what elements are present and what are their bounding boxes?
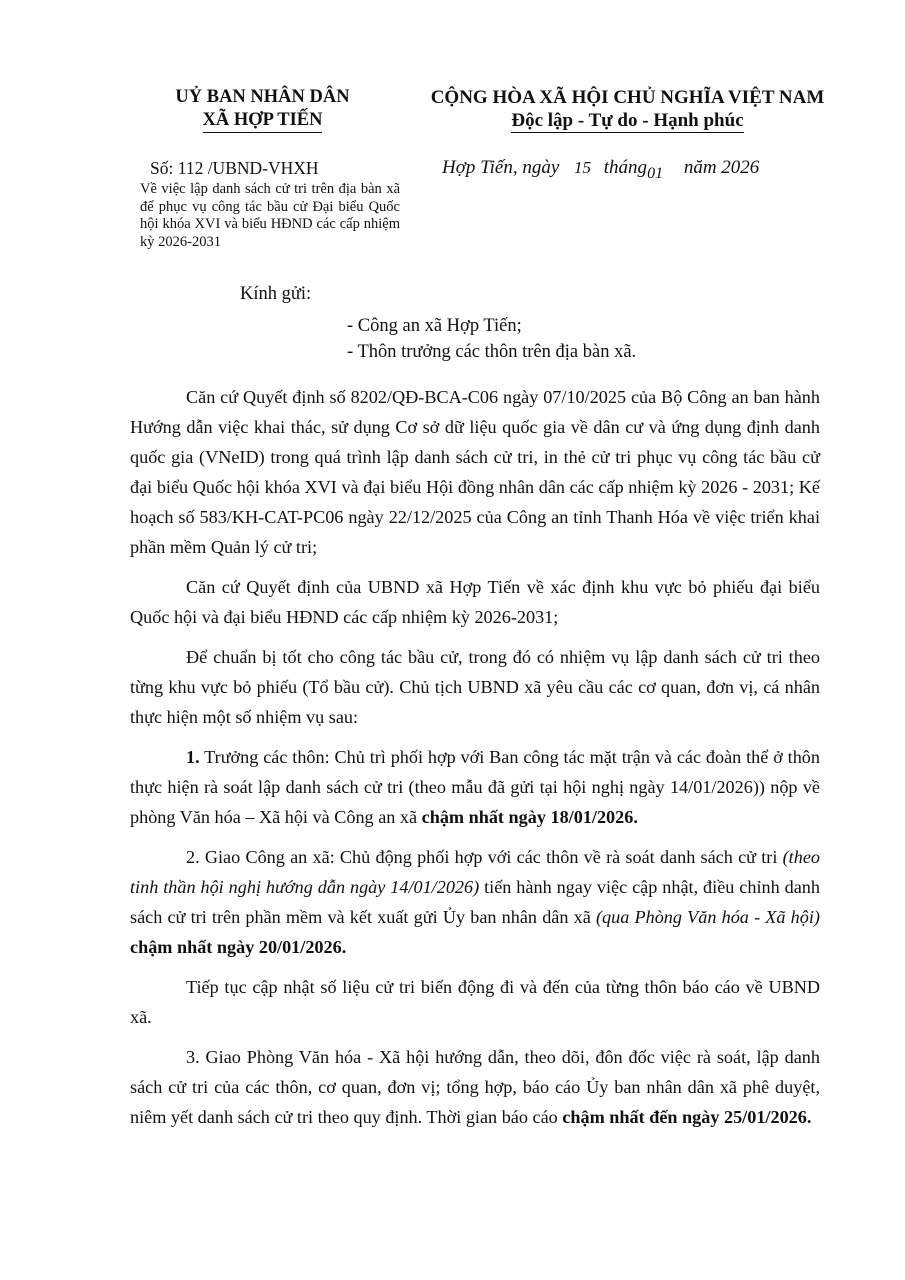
paragraph-legal-basis-2: Căn cứ Quyết định của UBND xã Hợp Tiến về xác định khu vực bỏ phiếu đại biểu Quốc hội và đại biểu HĐND các cấp nhiệm kỳ 2026-2031; [130,577,820,627]
paragraph-task-3 [130,1042,820,1132]
task-2-note-1: (theo tinh thần hội nghị hướng dẫn ngày 14/01/2026) [130,847,820,897]
task-2-deadline: chậm nhất ngày 20/01/2026. [130,937,347,957]
dateline-year: năm 2026 [683,157,760,178]
dateline-day: 15 [574,158,592,177]
task-2-note-2: (qua Phòng Văn hóa - Xã hội) [595,907,820,927]
paragraph-task-1 [130,742,820,832]
document-body [130,382,820,1142]
task-3-deadline: chậm nhất đến ngày 25/01/2026. [562,1107,812,1127]
dateline-month-word: tháng [603,157,648,178]
task-2-text-a: 2. Giao Công an xã: Chủ động phối hợp với các thôn về rà soát danh sách cử tri [186,847,783,867]
recipient-item: - Thôn trưởng các thôn trên địa bàn xã. [347,342,637,362]
issuing-agency [130,86,395,133]
paragraph-legal-basis-1: Căn cứ Quyết định số 8202/QĐ-BCA-C06 ngày 07/10/2025 của Bộ Công an ban hành Hướng dẫn việc khai thác, sử dụng Cơ sở dữ liệu quốc gia về dân cư và ứng dụng định danh quốc gia (VNeID) trong quá trình lập danh sách cử tri, in thẻ cử tri phục vụ công tác bầu cử đại biểu Quốc hội khóa XVI và đại biểu Hội đồng nhân dân các cấp nhiệm kỳ 2026 - 2031; Kế hoạch số 583/KH-CAT-PC06 ngày 22/12/2025 của Công an tỉnh Thanh Hóa về việc triển khai phần mềm Quản lý cử tri; [130,387,820,557]
paragraph-task-2 [130,842,820,962]
greeting: Kính gửi: [240,284,312,304]
recipient-list [347,313,636,365]
paragraph-task-2-followup: Tiếp tục cập nhật số liệu cử tri biến động đi và đến của từng thôn báo cáo về UBND xã. [130,977,820,1027]
task-1-deadline: chậm nhất ngày 18/01/2026. [421,807,638,827]
agency-line-2: XÃ HỢP TIẾN [203,109,323,133]
country-name: CỘNG HÒA XÃ HỘI CHỦ NGHĨA VIỆT NAM [430,87,825,108]
task-2-text-b: tiến hành ngay việc cập nhật, điều chỉnh danh sách cử tri trên phần mềm và kết xuất gửi Ủy ban nhân dân xã [130,877,820,927]
national-motto [410,86,845,133]
dateline-month: 01 [647,165,664,182]
document-subject: Về việc lập danh sách cử tri trên địa bàn xã để phục vụ công tác bầu cử Đại biểu Quốc hội khóa XVI và biểu HĐND các cấp nhiệm kỳ 2026-2031 [140,181,400,250]
task-1-number: 1. [186,747,200,767]
task-3-text: 3. Giao Phòng Văn hóa - Xã hội hướng dẫn, theo dõi, đôn đốc việc rà soát, lập danh sách cử tri của các thôn, cơ quan, đơn vị; tổng hợp, báo cáo Ủy ban nhân dân xã phê duyệt, niêm yết danh sách cử tri theo quy định. Thời gian báo cáo [130,1047,820,1127]
agency-line-1: UỶ BAN NHÂN DÂN [175,87,350,107]
dateline-place: Hợp Tiến, ngày [442,157,560,178]
document-number: Số: 112 /UBND-VHXH [150,158,319,178]
task-1-text: Trưởng các thôn: Chủ trì phối hợp với Ban công tác mặt trận và các đoàn thể ở thôn thực hiện rà soát lập danh sách cử tri (theo mẫu đã gửi tại hội nghị ngày 14/01/2026)) nộp về phòng Văn hóa – Xã hội và Công an xã [130,747,820,827]
dateline [442,157,760,182]
recipient-item: - Công an xã Hợp Tiến; [347,316,522,336]
motto: Độc lập - Tự do - Hạnh phúc [511,110,744,131]
paragraph-purpose: Để chuẩn bị tốt cho công tác bầu cử, trong đó có nhiệm vụ lập danh sách cử tri theo từng khu vực bỏ phiếu (Tổ bầu cử). Chủ tịch UBND xã yêu cầu các cơ quan, đơn vị, cá nhân thực hiện một số nhiệm vụ sau: [130,647,820,727]
